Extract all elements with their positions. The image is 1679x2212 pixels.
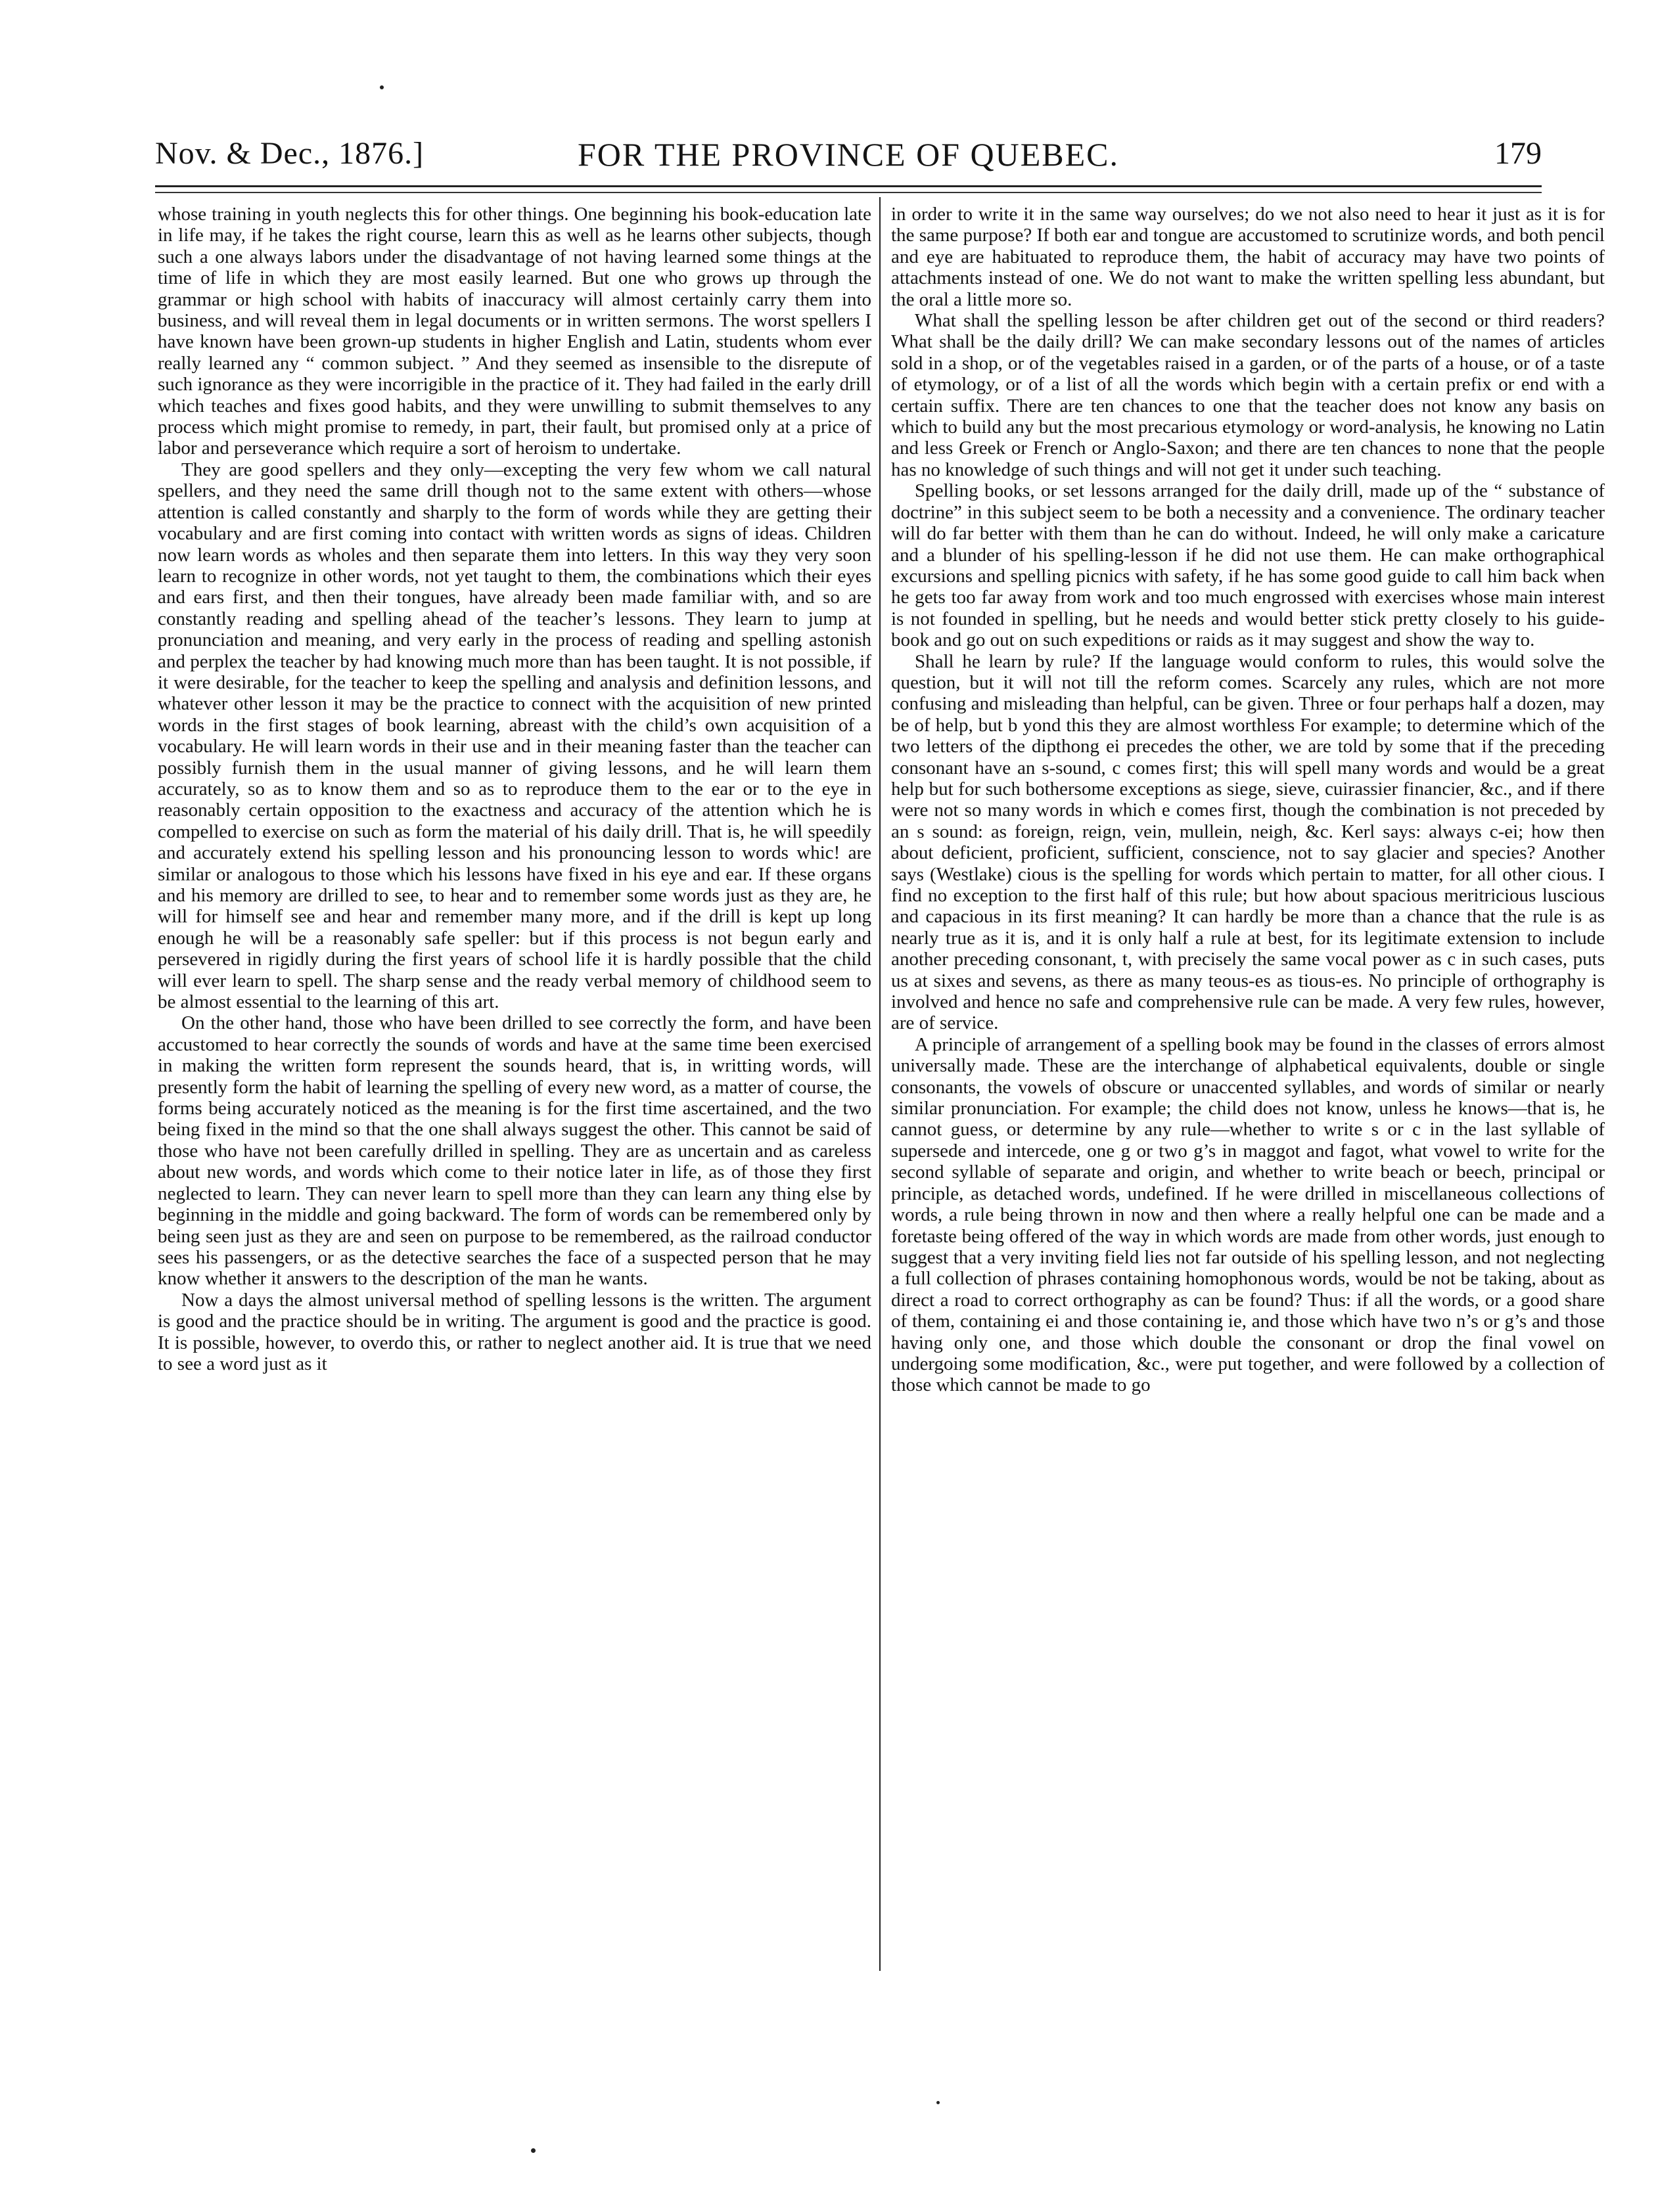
printing-speck (936, 2101, 940, 2104)
paragraph: Shall he learn by rule? If the language would conform to rules, this would solve the question, but it will not till the reform comes. Scarcely any rules, which are not more confusing and misleading than helpful, can be given. Three or four perhaps half a dozen, may be of help, but b yond this they are almost worthless For example; to determine which of the two letters of the dipthong ei precedes the other, we are told by some that if the preceding consonant have an s-sound, c comes first; this will spell many words and would be a great help but for such bothersome exceptions as siege, sieve, cuirassier financier, &c., and if there were not so many words in which e comes first, though the combination is not preceded by an s sound: as foreign, reign, vein, mullein, neigh, &c. Kerl says: always c-ei; how then about deficient, proficient, sufficient, conscience, not to say glacier and species? Another says (Westlake) cious is the spelling for words which pertain to matter, for all other cious. I find no exception to the first half of this rule; but how about spacious meritricious luscious and capacious in its first meaning? It can hardly be more than a chance that the rule is as nearly true as it is, and it is only half a rule at best, for its legitimate extension to include another preceding consonant, t, with precisely the same vocal power as c in such cases, puts us at sixes and sevens, as there as many teous-es as tious-es. No principle of orthography is involved and hence no safe and comprehensive rule can be made. A very few rules, however, are of service. (891, 650, 1605, 1034)
left-column (158, 204, 871, 1964)
right-column (891, 204, 1605, 1964)
page-number: 179 (1494, 136, 1542, 171)
paragraph: Now a days the almost universal method of spelling lessons is the written. The argument is good and the practice should be in writing. The argument is good and the practice is good. It is possible, however, to overdo this, or rather to neglect another aid. It is true that we need to see a word just as it (158, 1289, 871, 1374)
journal-title: FOR THE PROVINCE OF QUEBEC. (578, 136, 1119, 173)
header-rule (155, 185, 1542, 193)
paragraph: What shall the spelling lesson be after children get out of the second or third readers? What shall be the daily drill? We can make secondary lessons out of the names of articles sold in a shop, or of the vegetables raised in a garden, or of the parts of a house, or of a taste of etymology, or of a list of all the words which begin with a certain prefix or end with a certain suffix. There are ten chances to one that the teacher does not know any basis on which to build any but the most precarious etymology or word-analysis, he knowing no Latin and less Greek or French or Anglo-Saxon; and there are ten chances to none that the people has no knowledge of such things and will not get it under such teaching. (891, 310, 1605, 480)
running-head (155, 135, 1542, 175)
paragraph: On the other hand, those who have been drilled to see correctly the form, and have been accustomed to hear correctly the sounds of words and have at the same time been exercised in making the written form represent the sounds heard, that is, in writting words, will presently form the habit of learning the spelling of every new word, as a matter of course, the forms being accurately noticed as the meaning is for the first time ascertained, and the two being fixed in the mind so that the one shall always suggest the other. This cannot be said of those who have not been carefully drilled in spelling. They are as uncertain and as careless about new words, and words which come to their notice later in life, as of those they first neglected to learn. They can never learn to spell more than they can learn any thing else by beginning in the middle and going backward. The form of words can be remembered only by being seen just as they are and seen on purpose to be remembered, as the railroad conductor sees his passengers, or as the detective searches the face of a suspected person that he may know whether it answers to the description of the man he wants. (158, 1012, 871, 1290)
printing-speck (380, 85, 384, 89)
paragraph: Spelling books, or set lessons arranged for the daily drill, made up of the “ substance of doctrine” in this subject seem to be both a necessity and a convenience. The ordinary teacher will do far better with them than he can do without. Indeed, he will only make a caricature and a blunder of his spelling-lesson if he did not use them. He can make orthographical excursions and spelling picnics with safety, if he has some good guide to call him back when he gets too far away from work and too much engrossed with exercises whose main interest is not founded in spelling, but he needs and would better stick pretty closely to his guide-book and go out on such expeditions or raids as it may suggest and show the way to. (891, 480, 1605, 651)
issue-date: Nov. & Dec., 1876.] (155, 136, 425, 171)
paragraph: A principle of arrangement of a spelling book may be found in the classes of errors almost universally made. These are the interchange of alphabetical equivalents, double or single consonants, the vowels of obscure or unaccented syllables, and words of similar or nearly similar pronunciation. For example; the child does not know, unless he knows—that is, he cannot guess, or determine by any rule—whether to write s or c in the last syllable of supersede and intercede, one g or two g’s in maggot and fagot, what vowel to write for the second syllable of separate and origin, and whether to write beach or beech, principal or principle, as detached words, undefined. If he were drilled in miscellaneous collections of words, a rule being thrown in now and then where a really helpful one can be made and a foretaste being offered of the way in which words are made from other words, just enough to suggest that a very inviting field lies not far outside of his spelling lesson, and not neglecting a full collection of phrases containing homophonous words, would be not be taking, about as direct a road to correct orthography as can be found? Thus: if all the words, or a good share of them, containing ei and those containing ie, and those which have two n’s or g’s and those having only one, and those which double the consonant or drop the final vowel on undergoing some modification, &c., were put together, and were followed by a collection of those which cannot be made to go (891, 1033, 1605, 1396)
paragraph: They are good spellers and they only—excepting the very few whom we call natural spellers, and they need the same drill though not to the same extent with others—whose attention is called constantly and sharply to the form of words while they are getting their vocabulary and are first coming into contact with written words as signs of ideas. Children now learn words as wholes and then separate them into letters. In this way they very soon learn to recognize in other words, not yet taught to them, the combinations which their eyes and ears first, and then their tongues, have already been made familiar with, and so are constantly reading and spelling ahead of the teacher’s lessons. They learn to jump at pronunciation and meaning, and very early in the process of reading and spelling astonish and perplex the teacher by had knowing much more than has been taught. It is not possible, if it were desirable, for the teacher to keep the spelling and analysis and definition lessons, and whatever other lesson it may be the practice to connect with the acquisition of new printed words in the first stages of book learning, abreast with the child’s own acquisition of a vocabulary. He will learn words in their use and in their meaning faster than the teacher can possibly furnish them in the usual manner of giving lessons, and he will learn them accurately, so as to know them and so as to reproduce them to the ear or to the eye in reasonably certain opposition to the exactness and accuracy of the attention which he is compelled to exercise on such as form the material of his daily drill. That is, he will speedily and accurately extend his spelling lesson and his pronouncing lesson to words whic! are similar or analogous to those which his lessons have fixed in his eye and ear. If these organs and his memory are drilled to see, to hear and to remember some words just as they are, he will for himself see and hear and remember many more, and if the drill is kept up long enough he will be a reasonably safe speller: but if this process is not begun early and persevered in rigidly during the first years of school life it is hardly possible that the child will ever learn to spell. The sharp sense and the ready verbal memory of childhood seem to be almost essential to the learning of this art. (158, 459, 871, 1013)
column-divider (879, 197, 881, 1971)
paragraph: whose training in youth neglects this for other things. One beginning his book-education late in life may, if he takes the right course, learn this as well as he learns other subjects, though such a one always labors under the disadvantage of not having learned some things at the time of life in which they are most easily learned. But one who grows up through the grammar or high school with habits of inaccuracy will almost certainly carry them into business, and will reveal them in legal documents or in written sermons. The worst spellers I have known have been grown-up students in higher English and Latin, students whom ever really learned any “ common subject. ” And they seemed as insensible to the disrepute of such ignorance as they were incorrigible in the practice of it. They had failed in the early drill which teaches and fixes good habits, and they were unwilling to submit themselves to any process which might promise to remedy, in part, their fault, but promised only at a price of labor and perseverance which require a sort of heroism to undertake. (158, 204, 871, 459)
paragraph: in order to write it in the same way ourselves; do we not also need to hear it just as it is for the same purpose? If both ear and tongue are accustomed to scrutinize words, and both pencil and eye are habituated to reproduce them, the habit of accuracy may have two points of attachments instead of one. We do not want to make the written spelling less abundant, but the oral a little more so. (891, 204, 1605, 310)
printing-speck (531, 2148, 536, 2153)
